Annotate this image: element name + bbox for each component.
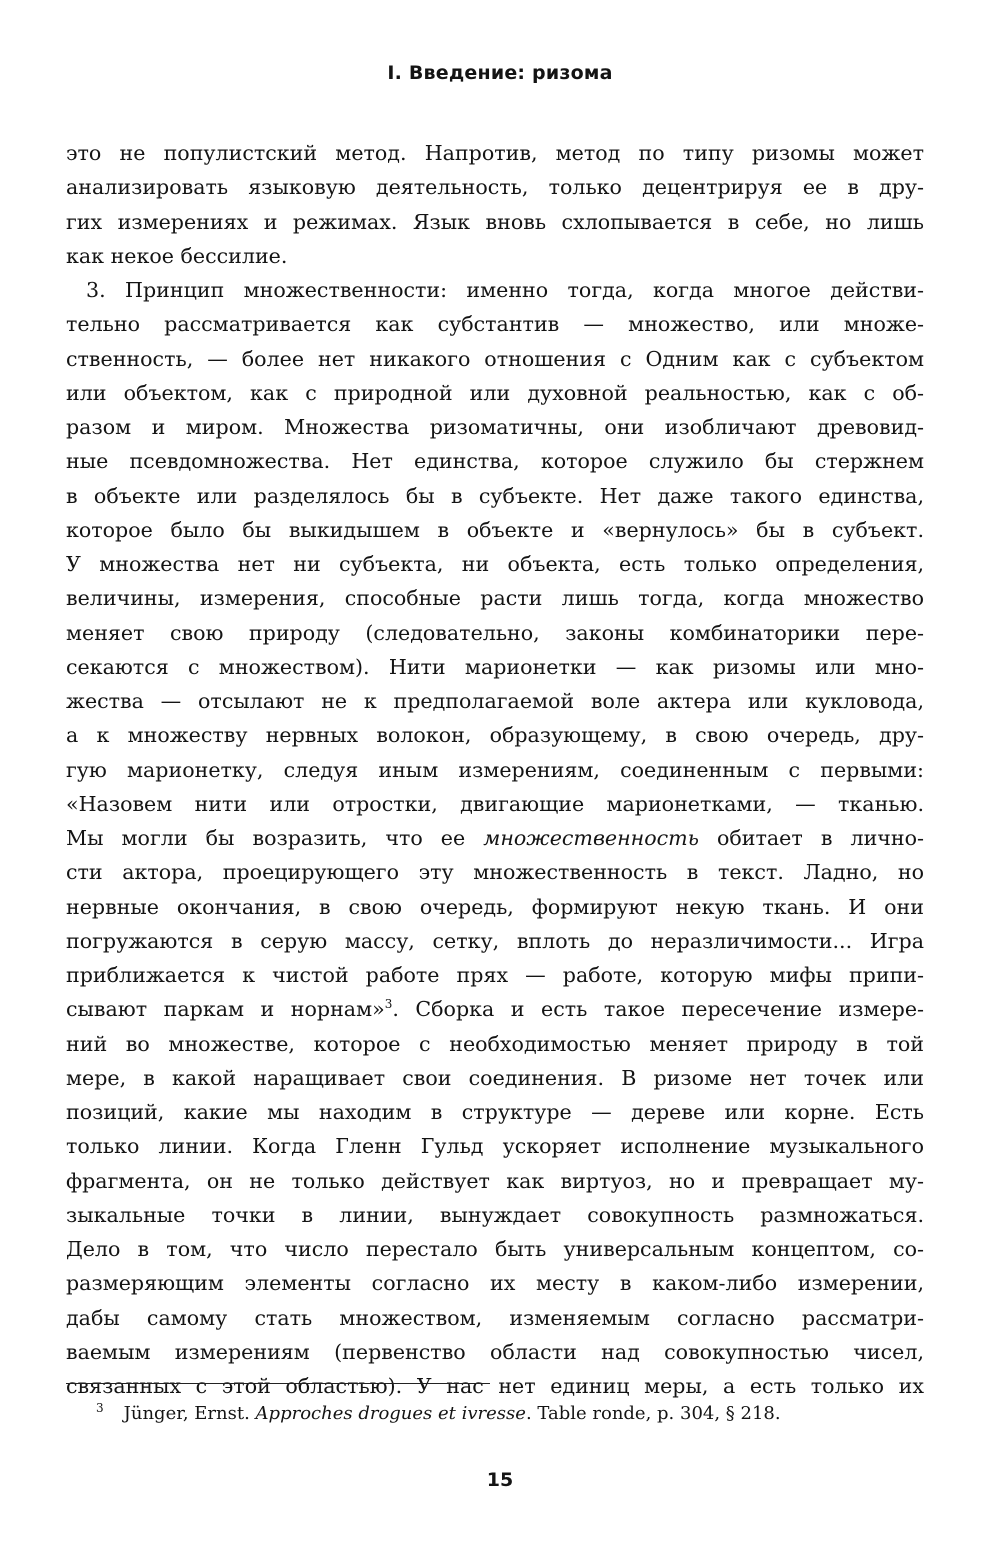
text-line: нервные окончания, в свою очередь, формируют некую ткань. И они bbox=[66, 894, 924, 919]
text-line: Дело в том, что число перестало быть универсальным концептом, со- bbox=[66, 1237, 924, 1261]
page-number: 15 bbox=[486, 1469, 514, 1491]
text-line: связанных с этой областью). У нас нет единиц меры, а есть только их bbox=[66, 1374, 924, 1398]
text-run: сывают паркам и норнам» bbox=[66, 997, 385, 1022]
text-line: в объекте или разделялось бы в субъекте. Нет даже такого единства, bbox=[66, 483, 924, 508]
italic-term: множественность bbox=[483, 826, 699, 850]
body-text bbox=[66, 136, 924, 1403]
text-line: сти актора, проецирующего эту множественность в текст. Ладно, но bbox=[66, 860, 924, 885]
text-line: ваемым измерениям (первенство области над совокупностью чисел, bbox=[66, 1339, 924, 1364]
text-line-with-note-ref bbox=[66, 992, 924, 1026]
text-line: секаются с множеством). Нити марионетки — как ризомы или мно- bbox=[66, 654, 924, 679]
footnote-divider bbox=[66, 1383, 490, 1384]
text-line: жества — отсылают не к предполагаемой воле актера или кукловода, bbox=[66, 689, 924, 713]
text-line: У множества нет ни субъекта, ни объекта, есть только определения, bbox=[66, 552, 924, 576]
text-run: обитает в лично- bbox=[698, 826, 924, 850]
text-line: зыкальные точки в линии, вынуждает совокупность размножаться. bbox=[66, 1202, 924, 1227]
text-line: «Назовем нити или отростки, двигающие марионетками, — тканью. bbox=[66, 791, 924, 816]
text-line: фрагмента, он не только действует как виртуоз, но и превращает му- bbox=[66, 1168, 924, 1193]
footnote-reference[interactable]: 3 bbox=[384, 997, 393, 1012]
text-line: ний во множестве, которое с необходимостью меняет природу в той bbox=[66, 1031, 924, 1056]
text-line: ственность, — более нет никакого отношения с Одним как с субъектом bbox=[66, 346, 924, 371]
text-line: 3. Принцип множественности: именно тогда, когда многое действи- bbox=[86, 278, 924, 302]
footnote-title: Approches drogues et ivresse bbox=[255, 1403, 526, 1424]
text-line: гую марионетку, следуя иным измерениям, соединенным с первыми: bbox=[66, 757, 924, 782]
text-line: мере, в какой наращивает свои соединения. В ризоме нет точек или bbox=[66, 1065, 924, 1090]
text-line: разом и миром. Множества ризоматичны, они изобличают древовид- bbox=[66, 415, 924, 439]
text-line-with-italic bbox=[66, 821, 924, 855]
text-run: Мы могли бы возразить, что ее bbox=[66, 826, 484, 850]
footnote-details: . Table ronde, p. 304, § 218. bbox=[525, 1403, 781, 1424]
text-line: гих измерениях и режимах. Язык вновь схлопывается в себе, но лишь bbox=[66, 209, 924, 234]
text-line: размеряющим элементы согласно их месту в каком-либо измерении, bbox=[66, 1271, 924, 1296]
footnote-author: Jünger, Ernst. bbox=[123, 1403, 256, 1424]
text-line: тельно рассматривается как субстантив — множество, или множе- bbox=[66, 312, 924, 337]
footnote: 3 Jünger, Ernst. Approches drogues et ivresse. Table ronde, p. 304, § 218. bbox=[96, 1401, 781, 1424]
text-line: только линии. Когда Гленн Гульд ускоряет исполнение музыкального bbox=[66, 1134, 924, 1159]
text-line: как некое бессилие. bbox=[66, 243, 288, 268]
text-line: ные псевдомножества. Нет единства, которое служило бы стержнем bbox=[66, 449, 924, 474]
text-line: а к множеству нервных волокон, образующему, в свою очередь, дру- bbox=[66, 723, 924, 748]
text-line: величины, измерения, способные расти лишь тогда, когда множество bbox=[66, 586, 924, 611]
text-run: . Сборка и есть такое пересечение измере- bbox=[392, 997, 924, 1022]
text-line: погружаются в серую массу, сетку, вплоть до неразличимости... Игра bbox=[66, 928, 924, 953]
text-line: приближается к чистой работе прях — работе, которую мифы припи- bbox=[66, 963, 924, 987]
text-line: меняет свою природу (следовательно, законы комбинаторики пере- bbox=[66, 620, 924, 645]
text-line: позиций, какие мы находим в структуре — дереве или корне. Есть bbox=[66, 1100, 924, 1124]
text-line: дабы самому стать множеством, изменяемым согласно рассматри- bbox=[66, 1305, 924, 1330]
text-line: это не популистский метод. Напротив, метод по типу ризомы может bbox=[66, 141, 924, 165]
text-line: которое было бы выкидышем в объекте и «вернулось» бы в субъект. bbox=[66, 517, 924, 542]
running-head: I. Введение: ризома bbox=[387, 62, 613, 84]
text-line: или объектом, как с природной или духовной реальностью, как с об- bbox=[66, 380, 924, 405]
text-line: анализировать языковую деятельность, только децентрируя ее в дру- bbox=[66, 175, 924, 200]
